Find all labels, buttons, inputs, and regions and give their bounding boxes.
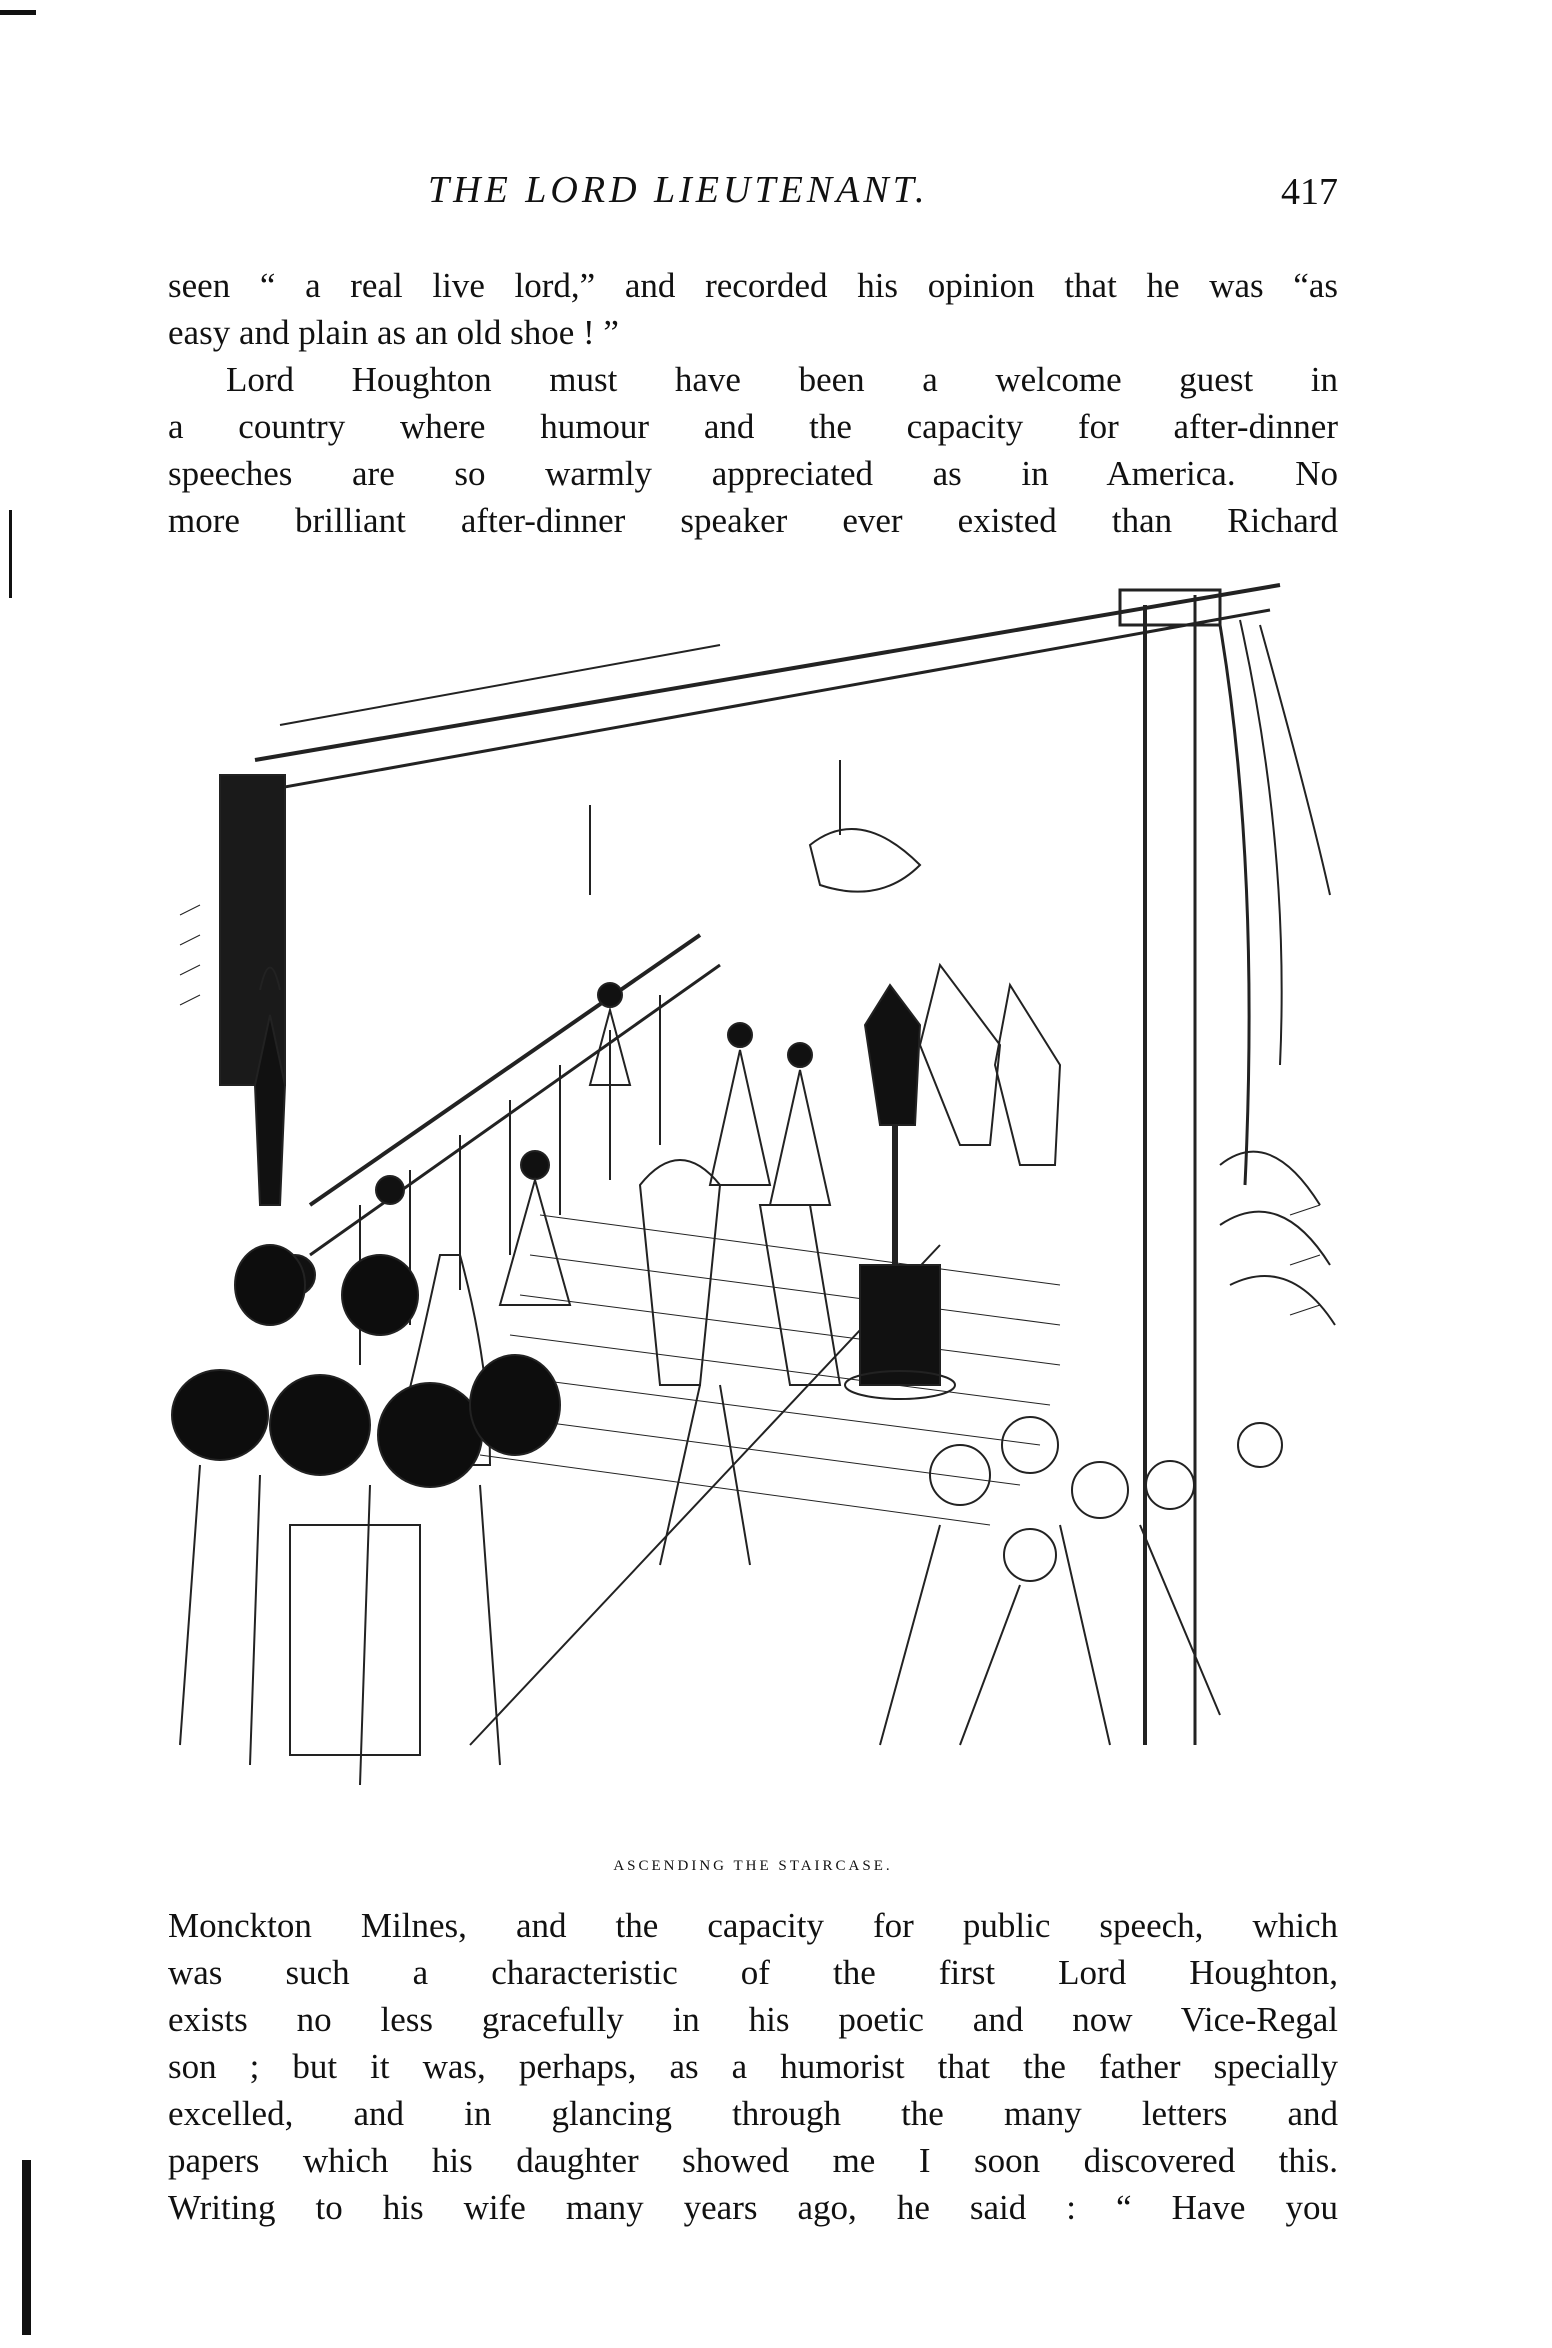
text-line: speeches are so warmly appreciated as in America. No	[168, 454, 1338, 493]
scan-edge-mark	[22, 2160, 31, 2335]
running-title: THE LORD LIEUTENANT.	[428, 169, 929, 211]
engraving-sketch	[160, 565, 1340, 1850]
scan-edge-mark	[0, 10, 36, 15]
scan-edge-mark	[9, 510, 12, 598]
page-number: 417	[1281, 171, 1338, 213]
running-head	[168, 168, 1338, 228]
text-line: excelled, and in glancing through the many letters and	[168, 2094, 1338, 2133]
text-line: a country where humour and the capacity for after-dinner	[168, 407, 1338, 446]
text-line: papers which his daughter showed me I soon discovered this.	[168, 2141, 1338, 2180]
figure-caption: ASCENDING THE STAIRCASE.	[613, 1858, 893, 1874]
text-line: son ; but it was, perhaps, as a humorist that the father specially	[168, 2047, 1338, 2086]
text-line: Monckton Milnes, and the capacity for public speech, which	[168, 1906, 1338, 1945]
text-line: more brilliant after-dinner speaker ever existed than Richard	[168, 501, 1338, 540]
text-line: seen “ a real live lord,” and recorded his opinion that he was “as	[168, 266, 1338, 305]
text-line: easy and plain as an old shoe ! ”	[168, 313, 619, 352]
top-paragraphs	[168, 262, 1338, 544]
bottom-paragraphs	[168, 1902, 1338, 2231]
text-line: Lord Houghton must have been a welcome guest in	[226, 360, 1338, 399]
text-line: Writing to his wife many years ago, he said : “ Have you	[168, 2188, 1338, 2227]
text-line: was such a characteristic of the first Lord Houghton,	[168, 1953, 1338, 1992]
text-line: exists no less gracefully in his poetic and now Vice-Regal	[168, 2000, 1338, 2039]
staircase-illustration	[160, 565, 1340, 1850]
